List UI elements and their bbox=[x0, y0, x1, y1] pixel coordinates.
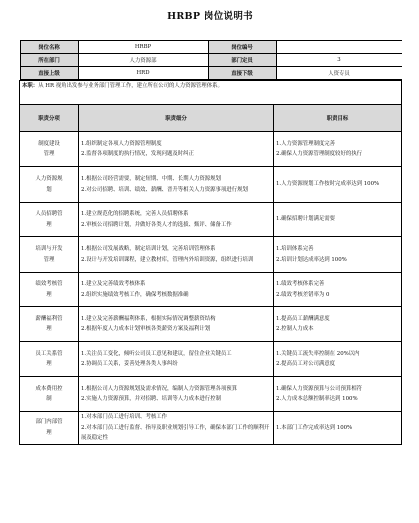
duty-details bbox=[79, 203, 274, 237]
duty-item: 1.建立规范化的招聘系统，完善人员招聘体系 bbox=[81, 211, 189, 217]
duty-area-line: 人员招聘管 bbox=[35, 211, 63, 217]
superior-label: 直接上级 bbox=[20, 67, 78, 80]
duty-row bbox=[20, 412, 402, 445]
duty-row bbox=[20, 377, 402, 412]
duty-goal: 2.绩效考核差错率为 0 bbox=[276, 291, 330, 298]
duty-item: 2.审核公司招聘计划，并做好各类人才的选拔、甄评、储备工作 bbox=[81, 221, 232, 228]
duty-goal: 2.控制人力成本 bbox=[276, 326, 314, 332]
duty-goals bbox=[274, 132, 402, 167]
duty-item: 1.建立及完善绩效考核体系 bbox=[81, 281, 146, 287]
duty-area-line: 成本费用控 bbox=[35, 385, 63, 392]
duty-row bbox=[20, 237, 402, 273]
position-code-value bbox=[276, 41, 402, 54]
duty-item: 2.监督各项制度的执行情况，发现问题及时纠正 bbox=[81, 151, 194, 157]
duty-details bbox=[79, 167, 274, 203]
duty-item: 1.对本部门员工进行培训、考核工作 bbox=[81, 414, 168, 420]
duty-row bbox=[20, 203, 402, 237]
duty-details bbox=[79, 342, 274, 377]
duty-area-line: 制度建设 bbox=[38, 140, 60, 147]
duty-goal: 1.人力资源管理制度完善 bbox=[276, 140, 336, 147]
duty-area bbox=[20, 412, 79, 445]
duty-goal: 2.人力成本总额控制率达到 100% bbox=[276, 396, 358, 402]
duty-goal: 1.本部门工作完成率达到 100% bbox=[276, 424, 353, 431]
duty-area bbox=[20, 273, 79, 307]
duty-goals bbox=[274, 203, 402, 237]
duty-goals bbox=[274, 167, 402, 203]
duty-area-line: 绩效考核管 bbox=[35, 281, 63, 287]
duty-area-line: 理 bbox=[46, 326, 52, 332]
position-name-label: 岗位名称 bbox=[20, 41, 78, 54]
duty-goal: 2.提高员工对公司满意度 bbox=[276, 361, 336, 367]
headcount-label: 部门定员 bbox=[208, 54, 276, 67]
duty-area-line: 理 bbox=[46, 291, 52, 298]
duty-goals bbox=[274, 412, 402, 445]
duty-area-line: 理 bbox=[46, 429, 52, 436]
duty-details bbox=[79, 132, 274, 167]
duty-goals bbox=[274, 342, 402, 377]
duty-item: 2.对公司招聘、培训、绩效、薪酬、晋升等相关人力资源事项进行规划 bbox=[81, 186, 248, 193]
position-name-value: HRBP bbox=[78, 41, 208, 54]
duty-details bbox=[79, 273, 274, 307]
mission-cell bbox=[20, 81, 402, 105]
mission-row bbox=[20, 81, 402, 105]
job-description-table bbox=[19, 40, 402, 445]
info-row-3 bbox=[20, 67, 402, 80]
duty-item: 2.设计与开发培训课程，建立教材库，管理内外培训资源，组织进行培训 bbox=[81, 256, 254, 263]
duty-details bbox=[79, 377, 274, 412]
duty-area bbox=[20, 237, 79, 273]
duty-area-line: 部门内部管 bbox=[35, 419, 63, 426]
department-value: 人力资源部 bbox=[78, 54, 208, 67]
duty-goals bbox=[274, 237, 402, 273]
duty-area bbox=[20, 167, 79, 203]
duty-area-line: 划 bbox=[46, 186, 52, 193]
duty-area bbox=[20, 203, 79, 237]
duty-item: 1.组织制定各项人力资源管理制度 bbox=[81, 140, 162, 147]
duty-item: 2.根据年度人力成本计划审核各类薪资方案及福利计划 bbox=[81, 326, 211, 332]
duty-goal: 1.提高员工薪酬满意度 bbox=[276, 315, 330, 322]
header-area: 职责分项 bbox=[20, 105, 79, 132]
duty-row bbox=[20, 342, 402, 377]
duty-area-line: 管理 bbox=[43, 256, 55, 263]
mission-label: 本职： bbox=[22, 83, 39, 89]
duty-area-line: 人力资源规 bbox=[35, 176, 63, 182]
duty-row bbox=[20, 167, 402, 203]
duty-area-line: 薪酬福利管 bbox=[35, 315, 63, 322]
duty-item: 2.协调员工关系，妥善处理各类人事纠纷 bbox=[81, 361, 178, 367]
duty-area-line: 培训与开发 bbox=[35, 246, 63, 252]
position-code-label: 岗位编号 bbox=[208, 41, 276, 54]
duty-area bbox=[20, 307, 79, 342]
duty-area bbox=[20, 132, 79, 167]
duty-details bbox=[79, 412, 274, 445]
duty-goal: 1.确保招聘计划满足需要 bbox=[276, 216, 336, 223]
duty-area-line: 理 bbox=[46, 361, 52, 367]
duty-header-row bbox=[20, 105, 402, 132]
duty-item: 1.根据公司人力资源规划及需求情况，编制人力资源管理各项预算 bbox=[81, 385, 238, 392]
duty-goal: 1.确保人力资源预算与公司预算相符 bbox=[276, 385, 363, 392]
info-row-name bbox=[20, 40, 402, 81]
duty-item: 1.根据公司经营需要，制定短期、中期、长期人力资源规划 bbox=[81, 176, 221, 182]
duty-item: 2.组织实施绩效考核工作，确保考核数据准确 bbox=[81, 291, 189, 298]
duty-area-line: 理 bbox=[46, 221, 52, 228]
duty-item: 1.关注员工变化，倾听公司员工意见和建议，留住企业关键员工 bbox=[81, 350, 232, 357]
info-row-1 bbox=[20, 41, 402, 54]
duty-area bbox=[20, 342, 79, 377]
duty-row bbox=[20, 307, 402, 342]
duty-goals bbox=[274, 273, 402, 307]
duty-item: 2.实施人力资源预算，并对招聘、培训等人力成本进行控制 bbox=[81, 396, 221, 402]
header-duty: 职责细分 bbox=[79, 105, 274, 132]
mission-text: 从 HR 视角出发参与业务部门管理工作，建立所在公司的人力资源管理体系。 bbox=[38, 83, 223, 89]
headcount-value: 3 bbox=[276, 54, 402, 67]
duty-goals bbox=[274, 377, 402, 412]
duty-item: 2.对本部门员工进行监督、指导及职业规划引导工作，确保本部门工作的顺利开展及稳定性 bbox=[81, 424, 270, 441]
duty-area-line: 制 bbox=[46, 396, 52, 402]
subordinate-label: 直接下级 bbox=[208, 67, 276, 80]
duty-details bbox=[79, 237, 274, 273]
department-label: 所在部门 bbox=[20, 54, 78, 67]
duty-goal: 1.培训体系完善 bbox=[276, 246, 314, 252]
duty-item: 1.建立及完善薪酬福利体系，根据实际情况调整薪资结构 bbox=[81, 315, 216, 322]
superior-value: HRD bbox=[78, 67, 208, 80]
duty-row bbox=[20, 132, 402, 167]
duty-row bbox=[20, 273, 402, 307]
duty-goal: 1.绩效考核体系完善 bbox=[276, 281, 325, 287]
duty-goal: 2.培训计划达成率达到 100% bbox=[276, 256, 347, 263]
duty-goal: 2.确保人力资源管理制度较好的执行 bbox=[276, 151, 363, 157]
duty-details bbox=[79, 307, 274, 342]
duty-area-line: 员工关系管 bbox=[35, 350, 63, 357]
duty-item: 1.根据公司发展战略，制定培训计划，完善培训管理体系 bbox=[81, 246, 216, 252]
duty-goal: 1.人力资源规划工作按时完成率达到 100% bbox=[276, 181, 380, 188]
info-table bbox=[20, 40, 402, 80]
header-goal: 职责目标 bbox=[274, 105, 402, 132]
duty-goals bbox=[274, 307, 402, 342]
document-title: HRBP 岗位说明书 bbox=[167, 11, 253, 22]
duty-goal: 1.关键员工流失率控制在 20%以内 bbox=[276, 350, 360, 357]
duty-area bbox=[20, 377, 79, 412]
info-row-2 bbox=[20, 54, 402, 67]
subordinate-value: 人资专员 bbox=[276, 67, 402, 80]
duty-area-line: 管理 bbox=[43, 151, 55, 157]
